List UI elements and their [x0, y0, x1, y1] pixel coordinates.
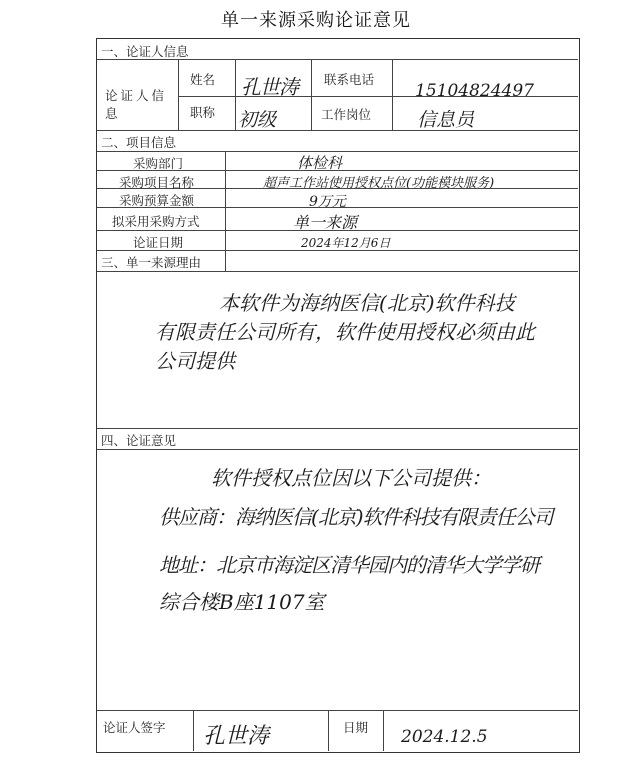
argument-form — [96, 38, 580, 753]
name-value: 孔世涛 — [241, 75, 298, 99]
position-value: 信息员 — [417, 109, 475, 131]
professional-title-value: 初级 — [238, 109, 277, 131]
signature: 孔世涛 — [203, 724, 270, 749]
opinion-line-2: 供应商：海纳医信(北京)软件科技有限责任公司 — [159, 505, 553, 529]
person-info-label: 论证人信息 — [105, 88, 168, 121]
opinion-line-4: 综合楼B座1107室 — [159, 590, 325, 614]
professional-title-label: 职称 — [190, 105, 216, 120]
footer-date-value: 2024.12.5 — [401, 727, 488, 747]
position-label: 工作岗位 — [321, 107, 372, 122]
date-value: 2024年12月6日 — [301, 236, 391, 250]
footer-date-label: 日期 — [343, 720, 369, 735]
budget-label: 采购预算金额 — [119, 193, 195, 208]
project-name-value: 超声工作站使用授权点位(功能模块服务) — [263, 176, 495, 191]
dept-value: 体检科 — [297, 154, 343, 172]
phone-value: 15104824497 — [415, 81, 534, 101]
dept-label: 采购部门 — [133, 156, 184, 171]
reason-line-2: 有限责任公司所有，软件使用授权必须由此 — [155, 320, 535, 344]
signer-label: 论证人签字 — [103, 720, 166, 735]
opinion-line-3: 地址：北京市海淀区清华园内的清华大学学研 — [159, 553, 539, 577]
budget-value: 9万元 — [309, 194, 346, 210]
reason-line-1: 本软件为海纳医信(北京)软件科技 — [219, 291, 515, 315]
date-label: 论证日期 — [133, 235, 184, 250]
section2-heading: 二、项目信息 — [101, 135, 177, 150]
method-value: 单一来源 — [293, 213, 358, 232]
section1-heading: 一、论证人信息 — [101, 44, 189, 59]
phone-label: 联系电话 — [324, 72, 375, 87]
section4-heading: 四、论证意见 — [101, 433, 177, 448]
opinion-line-1: 软件授权点位因以下公司提供： — [211, 466, 491, 490]
section3-heading: 三、单一来源理由 — [101, 255, 202, 270]
project-name-label: 采购项目名称 — [119, 175, 195, 190]
name-label: 姓名 — [190, 72, 216, 87]
page-title: 单一来源采购论证意见 — [221, 10, 411, 31]
reason-line-3: 公司提供 — [155, 349, 235, 373]
method-label: 拟采用采购方式 — [112, 214, 200, 229]
